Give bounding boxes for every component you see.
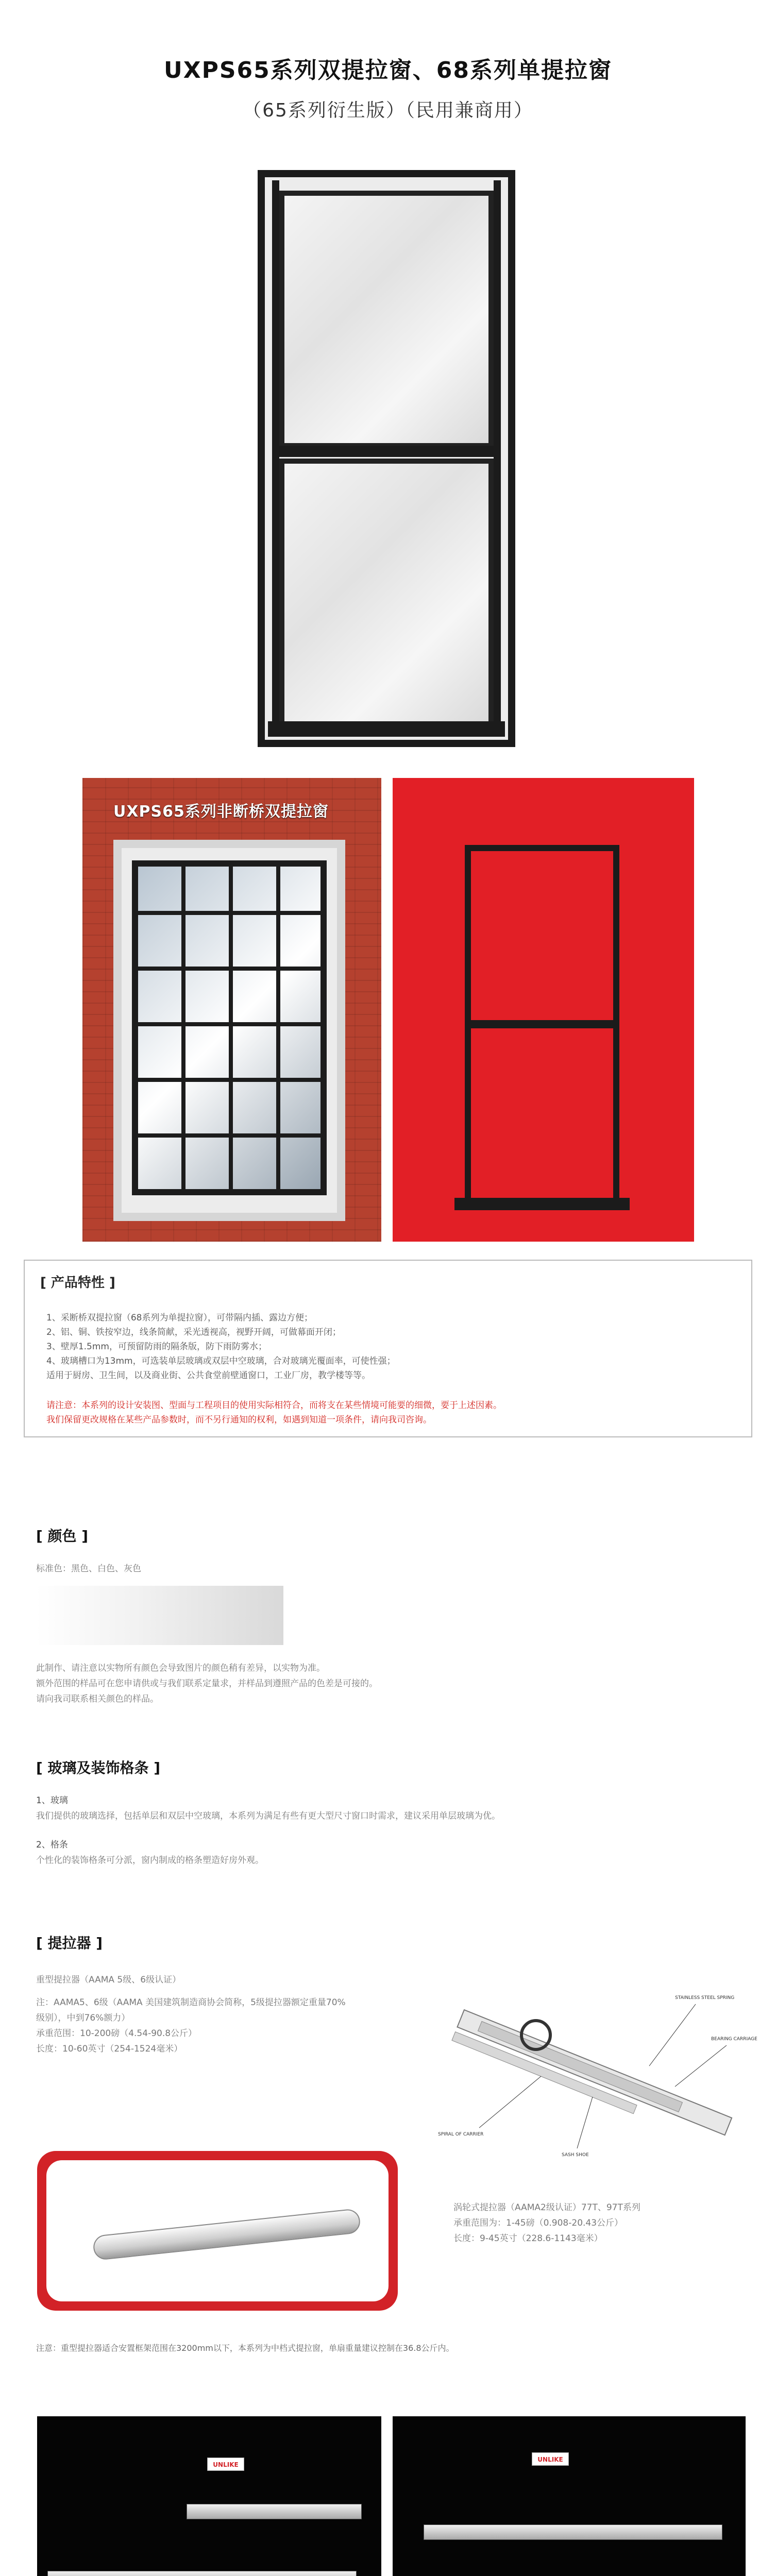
spiral-photo-left — [37, 2416, 381, 2576]
lift-section — [36, 1932, 346, 2057]
spiral-photo-right — [393, 2416, 746, 2576]
lower-sash-glass — [279, 459, 494, 726]
color-note: 额外范围的样品可在您申请供或与我们联系定量求，并样品到遵照产品的色差是可接的。 — [36, 1679, 378, 1689]
color-options: 标准色：黑色、白色、灰色 — [36, 1564, 141, 1574]
glass-section — [36, 1757, 500, 1868]
glass-item-text: 个性化的装饰格条可分派，窗内制成的格条塑造好房外观。 — [36, 1855, 264, 1866]
title-block — [0, 0, 776, 122]
brand-logo: UNLIKE — [207, 2458, 244, 2471]
balance-rail — [47, 2571, 357, 2576]
meeting-rail — [279, 446, 494, 457]
hero-window-image — [258, 170, 515, 747]
balance-rail — [187, 2504, 362, 2519]
feature-item: 适用于厨房、卫生间，以及商业街、公共食堂前壁通窗口，工业厂房，教学楼等等。 — [46, 1370, 370, 1381]
lift-line: 级别），中到76%额力） — [36, 2013, 130, 2023]
spiral-spec: 承重范围为：1-45磅（0.908-20.43公斤） — [453, 2218, 623, 2228]
feature-item: 3、壁厚1.5mm，可预留防雨的隔条版，防下雨防雾水； — [46, 1342, 267, 1352]
window-right-jamb — [494, 180, 501, 737]
page-title: UXPS65系列双提拉窗、68系列单提拉窗 — [163, 57, 613, 83]
features-heading: [ 产品特性 ] — [40, 1275, 115, 1291]
product-features-box — [24, 1260, 752, 1437]
diagram-label: STAINLESS STEEL SPRING — [675, 1995, 735, 2001]
color-heading: [ 颜色 ] — [36, 1528, 89, 1545]
lift-line: 重型提拉器（AAMA 5级、6级认证） — [36, 1975, 181, 1985]
lift-line: 承重范围：10-200磅（4.54-90.8公斤） — [36, 2028, 197, 2039]
diagram-label: BEARING CARRIAGE — [711, 2037, 757, 2042]
diagram-label: SPIRAL OF CARRIER — [438, 2132, 484, 2137]
lift-line: 注：AAMA5、6级（AAMA 美国建筑制造商协会简称，5级提拉器额定重量70% — [36, 1997, 346, 2008]
lift-line: 长度：10-60英寸（254-1524毫米） — [36, 2044, 183, 2054]
balance-tube — [92, 2208, 361, 2261]
color-section — [36, 1525, 378, 1707]
glass-item-text: 我们提供的玻璃选择，包括单层和双层中空玻璃，本系列为满足有些有更大型尺寸窗口时需求，建议采用单层玻璃为优。 — [36, 1811, 500, 1821]
heavy-balance-photo-inner — [46, 2160, 389, 2301]
window-left-jamb — [272, 180, 279, 737]
glass-item-title: 1、玻璃 — [36, 1795, 68, 1806]
color-note: 请向我司联系相关颜色的样品。 — [36, 1694, 159, 1704]
warning-line: 请注意：本系列的设计安装图、型面与工程项目的使用实际相符合，而将支在某些情境可能要的细微，要于上述因素。 — [46, 1400, 502, 1411]
spiral-spec: 涡轮式提拉器（AAMA2级认证）77T、97T系列 — [453, 2202, 640, 2213]
spiral-balance-specs — [453, 2200, 640, 2246]
spiral-spec: 长度：9-45英寸（228.6-1143毫米） — [453, 2233, 603, 2244]
photo-brick-wall-window — [82, 778, 381, 1242]
color-swatch — [36, 1586, 283, 1645]
diagram-svg — [407, 1973, 768, 2179]
diagram-label: SASH SHOE — [562, 2153, 589, 2158]
glass-heading: [ 玻璃及装饰格条 ] — [36, 1759, 161, 1776]
lift-note: 注意：重型提拉器适合安置框架范围在3200mm以下，本系列为中档式提拉窗，单扇重量建议控制在36.8公斤内。 — [36, 2343, 454, 2353]
feature-item: 2、铝、铜、铁按窄边，线条简献，采光透视高，视野开阔，可做幕面开闭； — [46, 1327, 341, 1337]
photo-label: UXPS65系列非断桥双提拉窗 — [113, 803, 329, 821]
upper-sash-glass — [279, 191, 494, 448]
feature-item: 1、采断桥双提拉窗（68系列为单提拉窗），可带隔内插、露边方便； — [46, 1313, 313, 1323]
page-subtitle: （65系列衍生版）（民用兼商用） — [243, 100, 533, 121]
window-grid — [138, 867, 320, 1189]
photo-red-background-window — [393, 778, 694, 1242]
lift-heading: [ 提拉器 ] — [36, 1935, 103, 1952]
warning-line: 我们保留更改规格在某些产品参数时，而不另行通知的权利，如遇到知道一项条件，请向我司咨询。 — [46, 1415, 432, 1425]
feature-item: 4、玻璃槽口为13mm，可选装单层玻璃或双层中空玻璃，合对玻璃光覆面率，可使性强； — [46, 1356, 396, 1366]
color-note: 此制作、请注意以实物所有颜色会导致图片的颜色稍有差异，以实物为准。 — [36, 1663, 325, 1673]
features-warning — [40, 1398, 736, 1427]
balance-rail — [424, 2524, 722, 2540]
red-window-rail — [465, 1020, 619, 1028]
bottom-rail — [268, 721, 505, 737]
glass-item-title: 2、格条 — [36, 1840, 68, 1850]
heavy-balance-photo — [37, 2151, 398, 2311]
brand-logo: UNLIKE — [532, 2452, 569, 2466]
spiral-balance-diagram — [407, 1973, 768, 2179]
features-list — [40, 1311, 736, 1383]
red-window-sill — [454, 1198, 630, 1210]
